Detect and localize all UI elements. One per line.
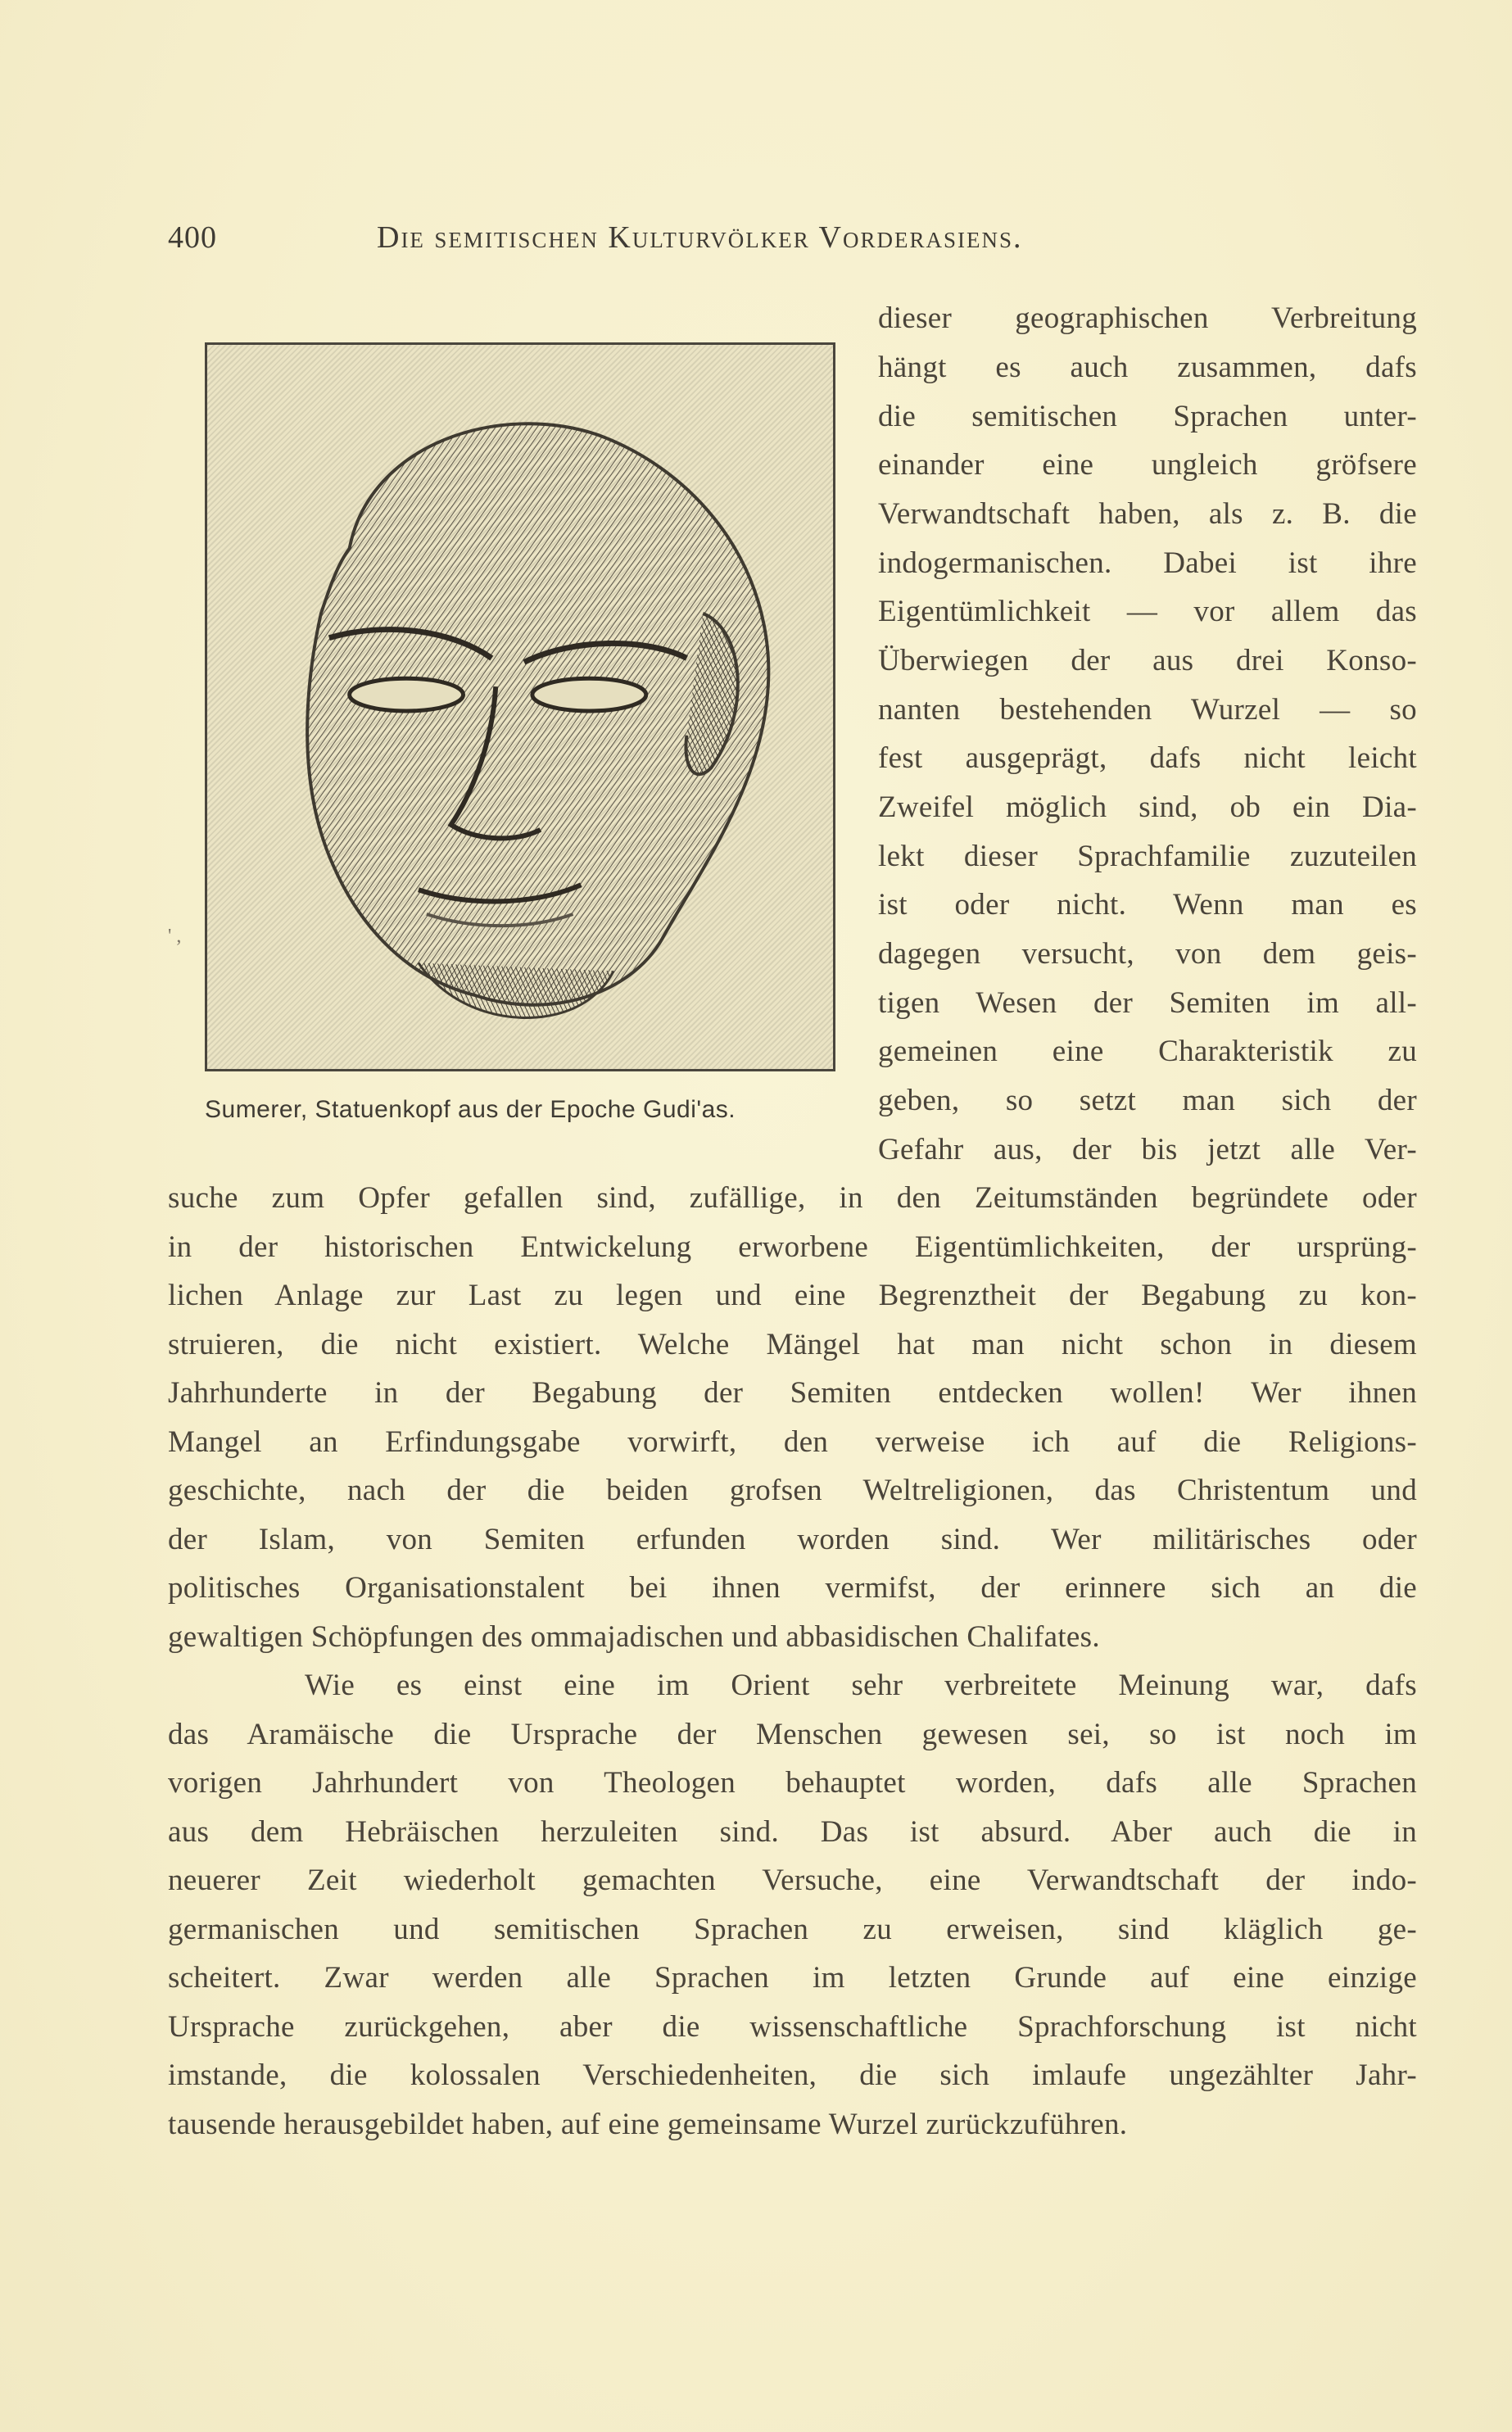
text-line: das Aramäische die Ursprache der Menschen gewesen sei, so ist noch im (168, 1718, 1417, 1751)
text-line: vorigen Jahrhundert von Theologen behauptet worden, dafs alle Sprachen (168, 1766, 1417, 1800)
text-line: lichen Anlage zur Last zu legen und eine Begrenztheit der Begabung zu kon- (168, 1279, 1417, 1312)
text-line: tausende herausgebildet haben, auf eine gemeinsame Wurzel zurückzuführen. (168, 2108, 1128, 2141)
paragraph-first-line: Wie es einst eine im Orient sehr verbreitete Meinung war, dafs (305, 1669, 1417, 1702)
text-line: Mangel an Erfindungsgabe vorwirft, den verweise ich auf die Religions- (168, 1425, 1417, 1459)
text-line: die semitischen Sprachen unter- (878, 400, 1417, 433)
text-line: indogermanischen. Dabei ist ihre (878, 546, 1417, 580)
text-line: Gefahr aus, der bis jetzt alle Ver- (878, 1133, 1417, 1166)
text-line: germanischen und semitischen Sprachen zu erweisen, sind kläglich ge- (168, 1913, 1417, 1946)
text-line: Ursprache zurückgehen, aber die wissenschaftliche Sprachforschung ist nicht (168, 2010, 1417, 2044)
text-line: ist oder nicht. Wenn man es (878, 888, 1417, 922)
margin-mark: ' , (168, 926, 182, 947)
text-line: gewaltigen Schöpfungen des ommajadischen und abbasidischen Chalifates. (168, 1620, 1100, 1654)
text-line: fest ausgeprägt, dafs nicht leicht (878, 741, 1417, 775)
text-line: gemeinen eine Charakteristik zu (878, 1035, 1417, 1068)
text-line: Überwiegen der aus drei Konso- (878, 644, 1417, 677)
text-line: scheitert. Zwar werden alle Sprachen im letzten Grunde auf eine einzige (168, 1961, 1417, 1995)
text-line: Jahrhunderte in der Begabung der Semiten entdecken wollen! Wer ihnen (168, 1376, 1417, 1410)
text-line: geschichte, nach der die beiden grofsen Weltreligionen, das Christentum und (168, 1474, 1417, 1507)
text-line: Eigentümlichkeit — vor allem das (878, 595, 1417, 628)
statue-head-engraving (207, 345, 833, 1069)
page-number: 400 (168, 220, 217, 255)
text-line: suche zum Opfer gefallen sind, zufällige, in den Zeitumständen begründete oder (168, 1181, 1417, 1215)
text-line: einander eine ungleich gröfsere (878, 448, 1417, 482)
text-line: lekt dieser Sprachfamilie zuzuteilen (878, 840, 1417, 873)
text-line: Verwandtschaft haben, als z. B. die (878, 497, 1417, 531)
text-line: dieser geographischen Verbreitung (878, 301, 1417, 335)
text-line: hängt es auch zusammen, dafs (878, 351, 1417, 384)
page-header (168, 220, 1446, 260)
text-line: nanten bestehenden Wurzel — so (878, 693, 1417, 727)
text-line: imstande, die kolossalen Verschiedenheiten, die sich imlaufe ungezählter Jahr- (168, 2058, 1417, 2092)
text-line: in der historischen Entwickelung erworbene Eigentümlichkeiten, der ursprüng- (168, 1230, 1417, 1264)
text-line: struieren, die nicht existiert. Welche Mängel hat man nicht schon in diesem (168, 1328, 1417, 1361)
text-line: Zweifel möglich sind, ob ein Dia- (878, 790, 1417, 824)
running-title: Die semitischen Kulturvölker Vorderasiens. (377, 220, 1023, 255)
text-line: aus dem Hebräischen herzuleiten sind. Das ist absurd. Aber auch die in (168, 1815, 1417, 1849)
text-line: geben, so setzt man sich der (878, 1084, 1417, 1117)
text-line: tigen Wesen der Semiten im all- (878, 986, 1417, 1020)
text-line: dagegen versucht, von dem geis- (878, 937, 1417, 971)
figure-caption: Sumerer, Statuenkopf aus der Epoche Gudi'as. (205, 1096, 736, 1123)
text-line: politisches Organisationstalent bei ihnen vermifst, der erinnere sich an die (168, 1571, 1417, 1605)
text-line: der Islam, von Semiten erfunden worden sind. Wer militärisches oder (168, 1523, 1417, 1556)
statue-head-illustration (205, 342, 835, 1071)
text-line: neuerer Zeit wiederholt gemachten Versuche, eine Verwandtschaft der indo- (168, 1864, 1417, 1897)
